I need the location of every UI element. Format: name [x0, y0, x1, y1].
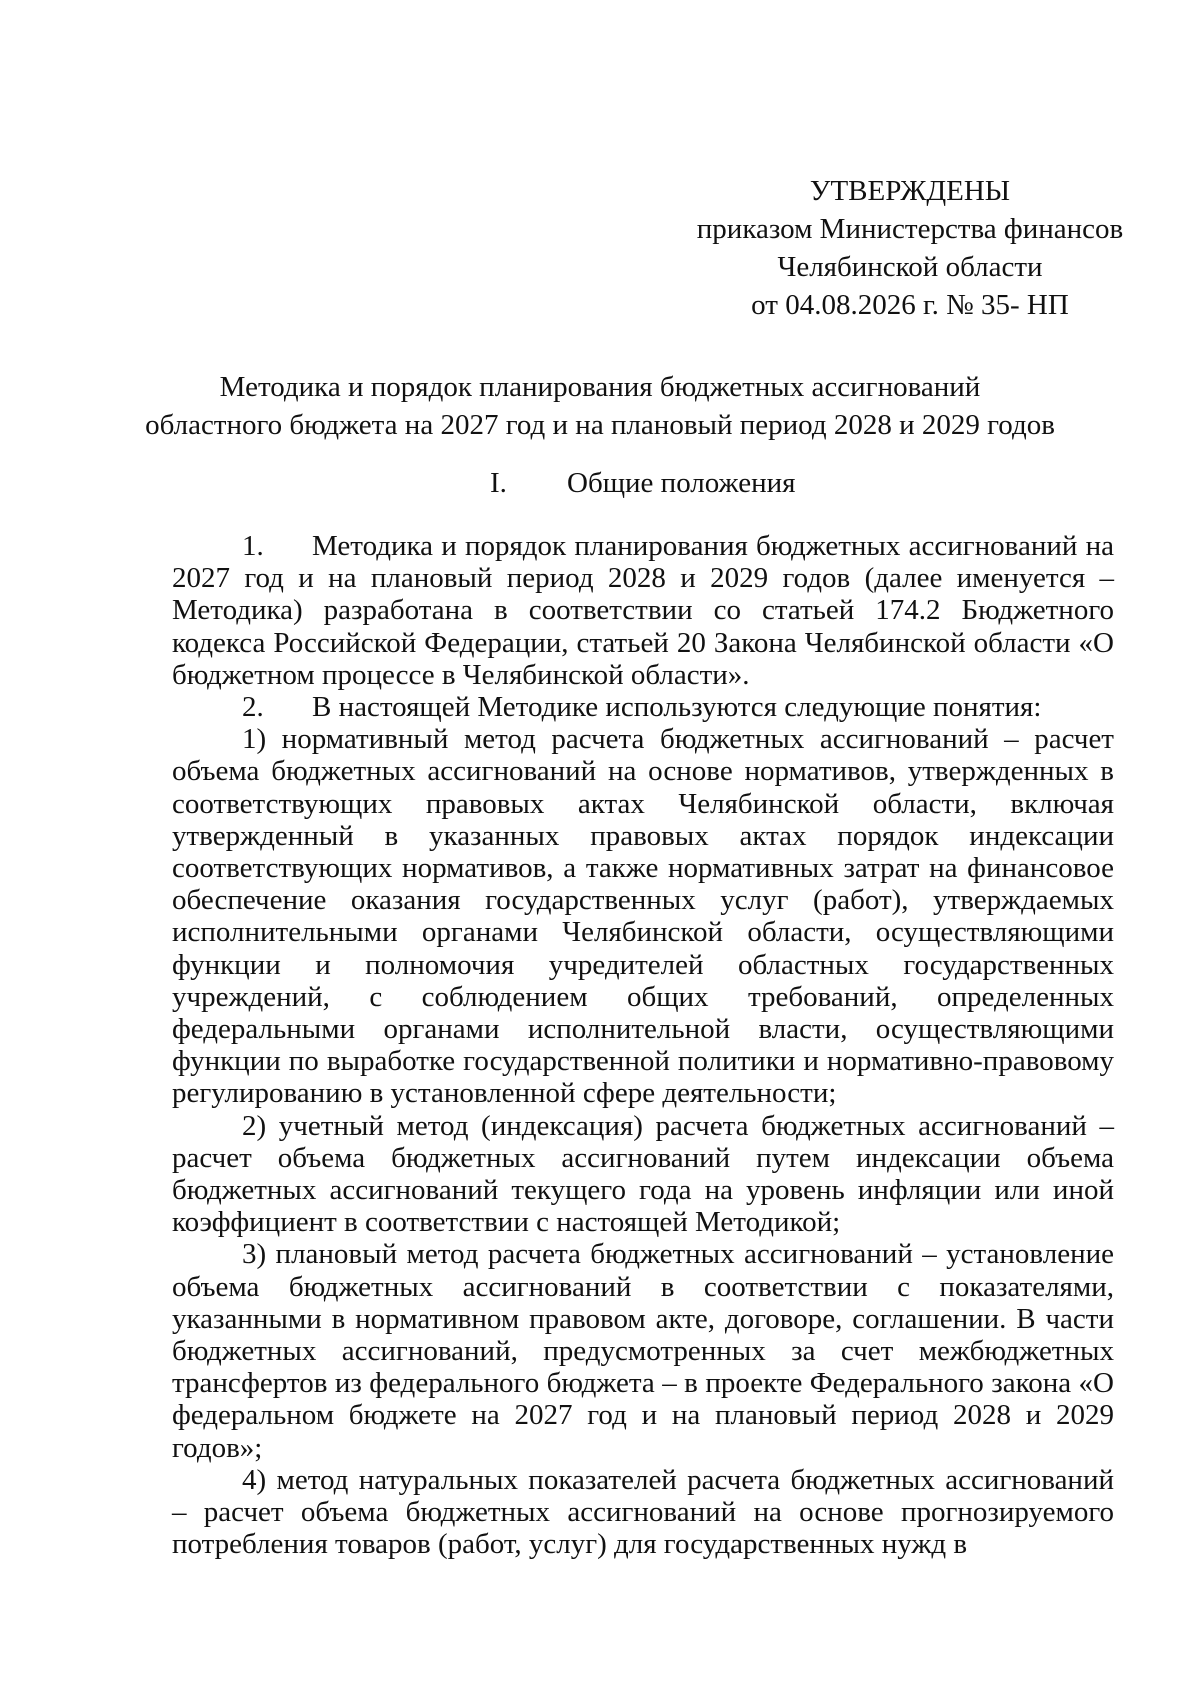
paragraph-1-number: 1.: [242, 530, 264, 562]
document-body: [172, 530, 1114, 1561]
section-heading: [0, 464, 1200, 502]
paragraph-2-number: 2.: [242, 691, 264, 724]
approval-heading: УТВЕРЖДЕНЫ: [809, 175, 1011, 207]
document-title-line-1: Методика и порядок планирования бюджетных ассигнований: [219, 371, 981, 403]
definition-item-2: 2) учетный метод (индексация) расчета бюджетных ассигнований – расчет объема бюджетных ассигнований путем индексации объема бюджетных ассигнований текущего года на уровень инфляции или иной коэффициент в соответствии с настоящей Методикой;: [172, 1109, 1114, 1239]
document-title: [0, 368, 1200, 444]
definition-item-3: 3) плановый метод расчета бюджетных ассигнований – установление объема бюджетных ассигнований в соответствии с показателями, указанными в нормативном правовом акте, договоре, соглашении. В части бюджетных ассигнований, предусмотренных за счет межбюджетных трансфертов из федерального бюджета – в проекте Федерального закона «О федеральном бюджете на 2027 год и на плановый период 2028 и 2029 годов»;: [172, 1238, 1114, 1464]
paragraph-1-text: Методика и порядок планирования бюджетных ассигнований на 2027 год и на плановый период 2028 и 2029 годов (далее именуется – Методика) разработана в соответствии со статьей 174.2 Бюджетного кодекса Российской Федерации, статьей 20 Закона Челябинской области «О бюджетном процессе в Челябинской области».: [172, 530, 1114, 691]
section-number: I.: [490, 467, 507, 499]
document-title-line-2: областного бюджета на 2027 год и на плановый период 2028 и 2029 годов: [145, 409, 1055, 441]
section-title: Общие положения: [567, 467, 796, 499]
approval-region-line: Челябинской области: [777, 251, 1043, 283]
approval-date-line: от 04.08.2026 г. № 35- НП: [751, 289, 1069, 321]
definition-item-1: 1) нормативный метод расчета бюджетных ассигнований – расчет объема бюджетных ассигнований на основе нормативов, утвержденных в соответствующих правовых актах Челябинской области, включая утвержденный в указанных правовых актах порядок индексации соответствующих нормативов, а также нормативных затрат на финансовое обеспечение оказания государственных услуг (работ), утверждаемых исполнительными органами Челябинской области, осуществляющими функции и полномочия учредителей областных государственных учреждений, с соблюдением общих требований, определенных федеральными органами исполнительной власти, осуществляющими функции по выработке государственной политики и нормативно-правовому регулированию в установленной сфере деятельности;: [172, 723, 1114, 1110]
approval-block: [690, 172, 1130, 324]
paragraph-2: [172, 691, 1114, 723]
paragraph-1: [172, 530, 1114, 691]
definition-item-4: 4) метод натуральных показателей расчета бюджетных ассигнований – расчет объема бюджетных ассигнований на основе прогнозируемого потребления товаров (работ, услуг) для государственных нужд в: [172, 1463, 1114, 1561]
paragraph-2-text: В настоящей Методике используются следующие понятия:: [312, 691, 1042, 724]
approval-order-line: приказом Министерства финансов: [696, 213, 1124, 245]
